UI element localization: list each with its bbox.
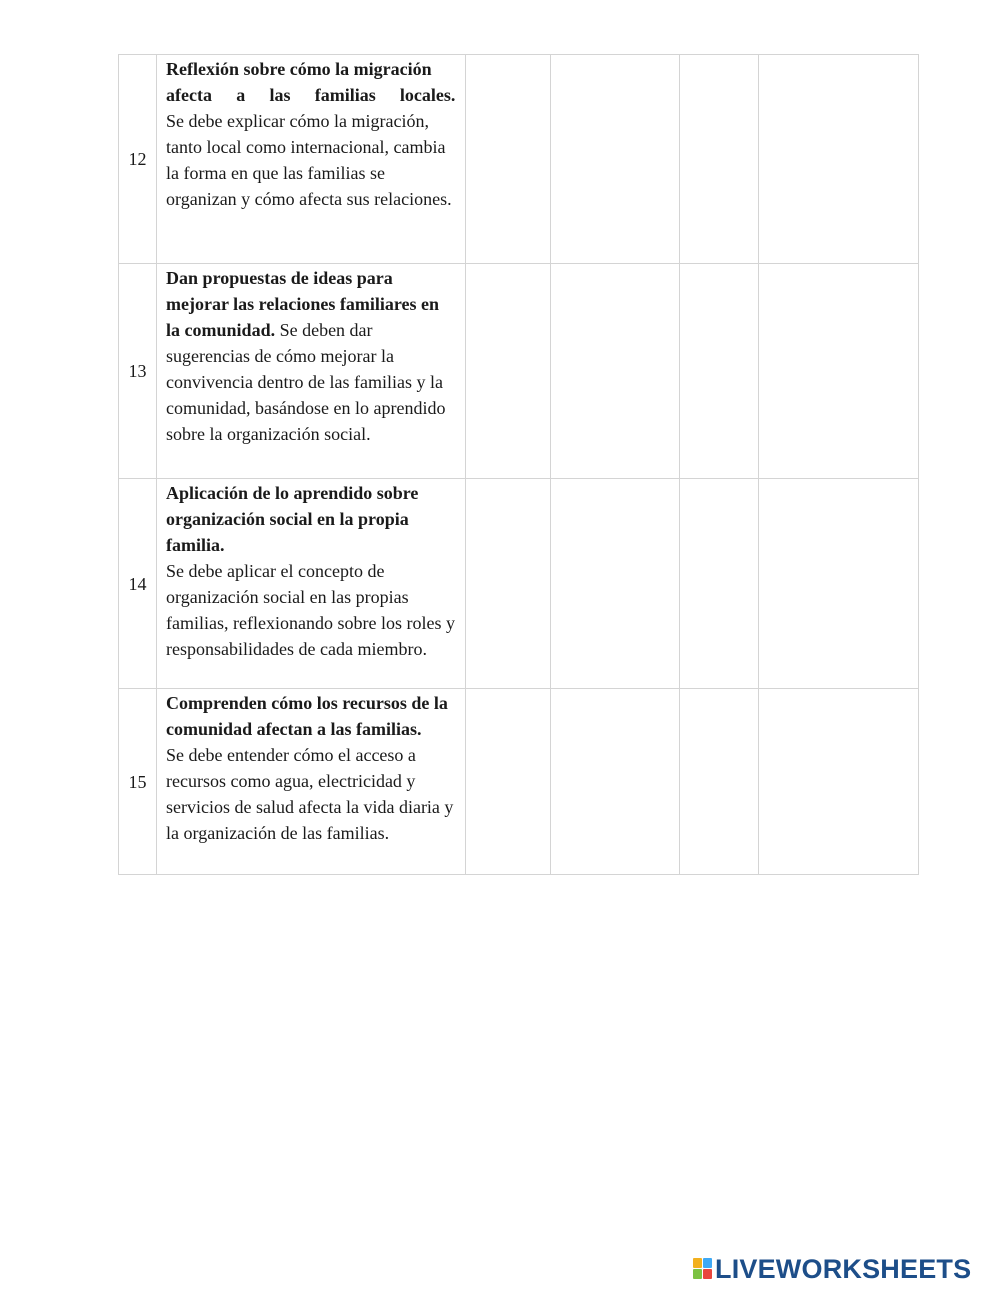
score-cell[interactable] bbox=[466, 264, 550, 479]
criterion-body: Se debe entender cómo el acceso a recursos como agua, electricidad y servicios de salud afecta la vida diaria y la organización de las familias. bbox=[166, 745, 454, 843]
score-cell[interactable] bbox=[758, 689, 918, 875]
score-cell[interactable] bbox=[758, 264, 918, 479]
mark-square bbox=[703, 1258, 712, 1268]
rubric-table bbox=[118, 54, 919, 875]
criterion-title: Aplicación de lo aprendido sobre organización social en la propia familia. bbox=[166, 483, 419, 555]
score-cell[interactable] bbox=[550, 689, 679, 875]
criterion-description bbox=[157, 264, 466, 479]
score-cell[interactable] bbox=[679, 479, 758, 689]
row-number: 13 bbox=[119, 264, 157, 479]
row-number: 12 bbox=[119, 55, 157, 264]
liveworksheets-logo bbox=[693, 1255, 971, 1283]
score-cell[interactable] bbox=[679, 55, 758, 264]
score-cell[interactable] bbox=[550, 55, 679, 264]
criterion-title-continued: afecta a las familias locales. bbox=[166, 85, 456, 105]
score-cell[interactable] bbox=[466, 479, 550, 689]
criterion-description bbox=[157, 689, 466, 875]
score-cell[interactable] bbox=[679, 264, 758, 479]
table-row bbox=[119, 264, 919, 479]
liveworksheets-mark-icon bbox=[693, 1258, 712, 1280]
criterion-title: Comprenden cómo los recursos de la comunidad afectan a las familias. bbox=[166, 693, 448, 739]
mark-square bbox=[693, 1269, 702, 1279]
score-cell[interactable] bbox=[550, 479, 679, 689]
score-cell[interactable] bbox=[679, 689, 758, 875]
criterion-body: Se deben dar sugerencias de cómo mejorar la convivencia dentro de las familias y la comunidad, basándose en lo aprendido sobre la organización social. bbox=[166, 320, 446, 444]
criterion-title: Reflexión sobre cómo la migración bbox=[166, 59, 432, 79]
score-cell[interactable] bbox=[758, 479, 918, 689]
criterion-body: Se debe explicar cómo la migración, tanto local como internacional, cambia la forma en que las familias se organizan y cómo afecta sus relaciones. bbox=[166, 111, 452, 209]
criterion-title: Dan propuestas de ideas para mejorar las relaciones familiares en la comunidad. bbox=[166, 268, 439, 340]
score-cell[interactable] bbox=[466, 689, 550, 875]
criterion-description bbox=[157, 55, 466, 264]
table-row bbox=[119, 55, 919, 264]
criterion-description bbox=[157, 479, 466, 689]
criterion-body: Se debe aplicar el concepto de organización social en las propias familias, reflexionando sobre los roles y responsabilidades de cada miembro. bbox=[166, 561, 455, 659]
mark-square bbox=[703, 1269, 712, 1279]
brand-wordmark: LIVEWORKSHEETS bbox=[715, 1254, 972, 1284]
row-number: 14 bbox=[119, 479, 157, 689]
score-cell[interactable] bbox=[758, 55, 918, 264]
mark-square bbox=[693, 1258, 702, 1268]
score-cell[interactable] bbox=[550, 264, 679, 479]
score-cell[interactable] bbox=[466, 55, 550, 264]
row-number: 15 bbox=[119, 689, 157, 875]
table-row bbox=[119, 479, 919, 689]
table-row bbox=[119, 689, 919, 875]
